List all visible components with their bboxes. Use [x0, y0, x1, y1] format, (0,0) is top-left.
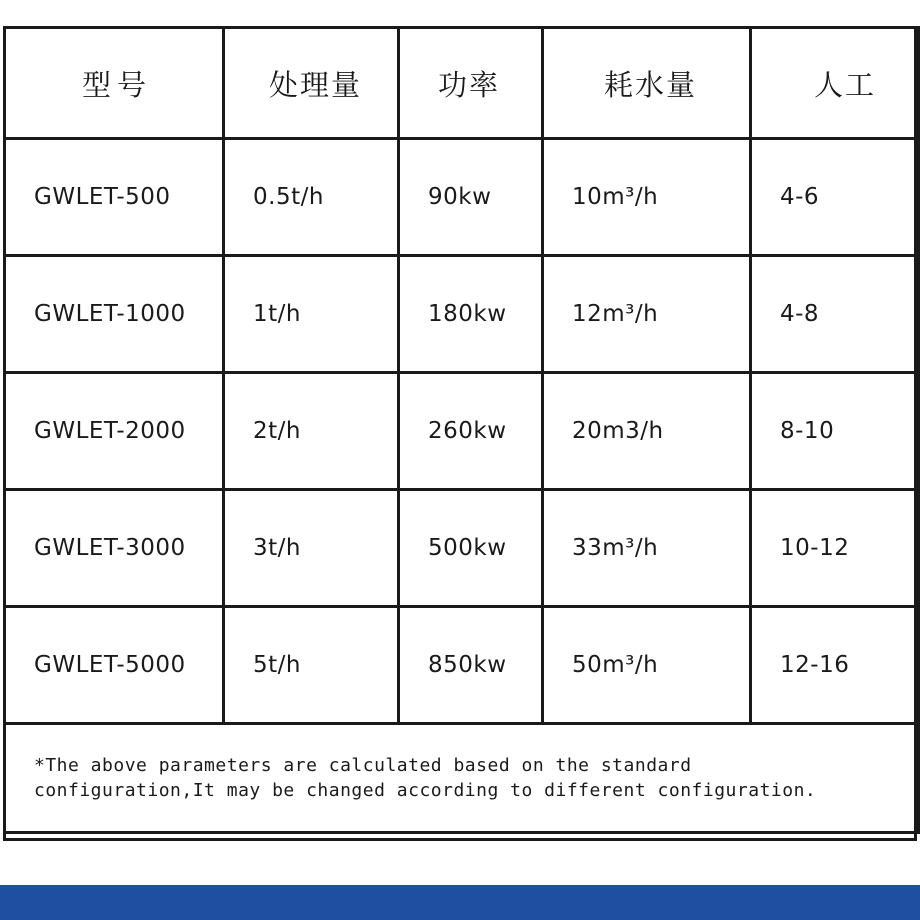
- cell-labor: 8-10: [751, 373, 919, 490]
- cell-power: 180kw: [399, 256, 543, 373]
- cell-labor: 4-8: [751, 256, 919, 373]
- cell-water: 20m3/h: [543, 373, 751, 490]
- table-row: [5, 607, 919, 724]
- header-row: [5, 28, 919, 139]
- table-row: [5, 256, 919, 373]
- cell-water: 12m³/h: [543, 256, 751, 373]
- header-labor: 人工: [751, 28, 919, 139]
- cell-water: 10m³/h: [543, 139, 751, 256]
- cell-capacity: 3t/h: [224, 490, 399, 607]
- note-row: [5, 724, 919, 833]
- cell-labor: 10-12: [751, 490, 919, 607]
- header-model: 型号: [5, 28, 224, 139]
- table-row: [5, 373, 919, 490]
- cell-power: 850kw: [399, 607, 543, 724]
- table-row: [5, 490, 919, 607]
- cell-model: GWLET-500: [5, 139, 224, 256]
- cell-capacity: 0.5t/h: [224, 139, 399, 256]
- table-row: [5, 139, 919, 256]
- cell-water: 50m³/h: [543, 607, 751, 724]
- header-power: 功率: [399, 28, 543, 139]
- cell-power: 500kw: [399, 490, 543, 607]
- cell-model: GWLET-5000: [5, 607, 224, 724]
- footer-band: [0, 885, 920, 920]
- cell-labor: 12-16: [751, 607, 919, 724]
- cell-power: 90kw: [399, 139, 543, 256]
- header-water: 耗水量: [543, 28, 751, 139]
- cell-model: GWLET-1000: [5, 256, 224, 373]
- cell-model: GWLET-2000: [5, 373, 224, 490]
- cell-capacity: 2t/h: [224, 373, 399, 490]
- cell-model: GWLET-3000: [5, 490, 224, 607]
- footnote: *The above parameters are calculated based on the standard configuration,It may be changed according to different configuration.: [5, 724, 919, 833]
- spec-table: [3, 26, 920, 834]
- cell-labor: 4-6: [751, 139, 919, 256]
- header-capacity: 处理量: [224, 28, 399, 139]
- cell-power: 260kw: [399, 373, 543, 490]
- cell-capacity: 1t/h: [224, 256, 399, 373]
- cell-water: 33m³/h: [543, 490, 751, 607]
- cell-capacity: 5t/h: [224, 607, 399, 724]
